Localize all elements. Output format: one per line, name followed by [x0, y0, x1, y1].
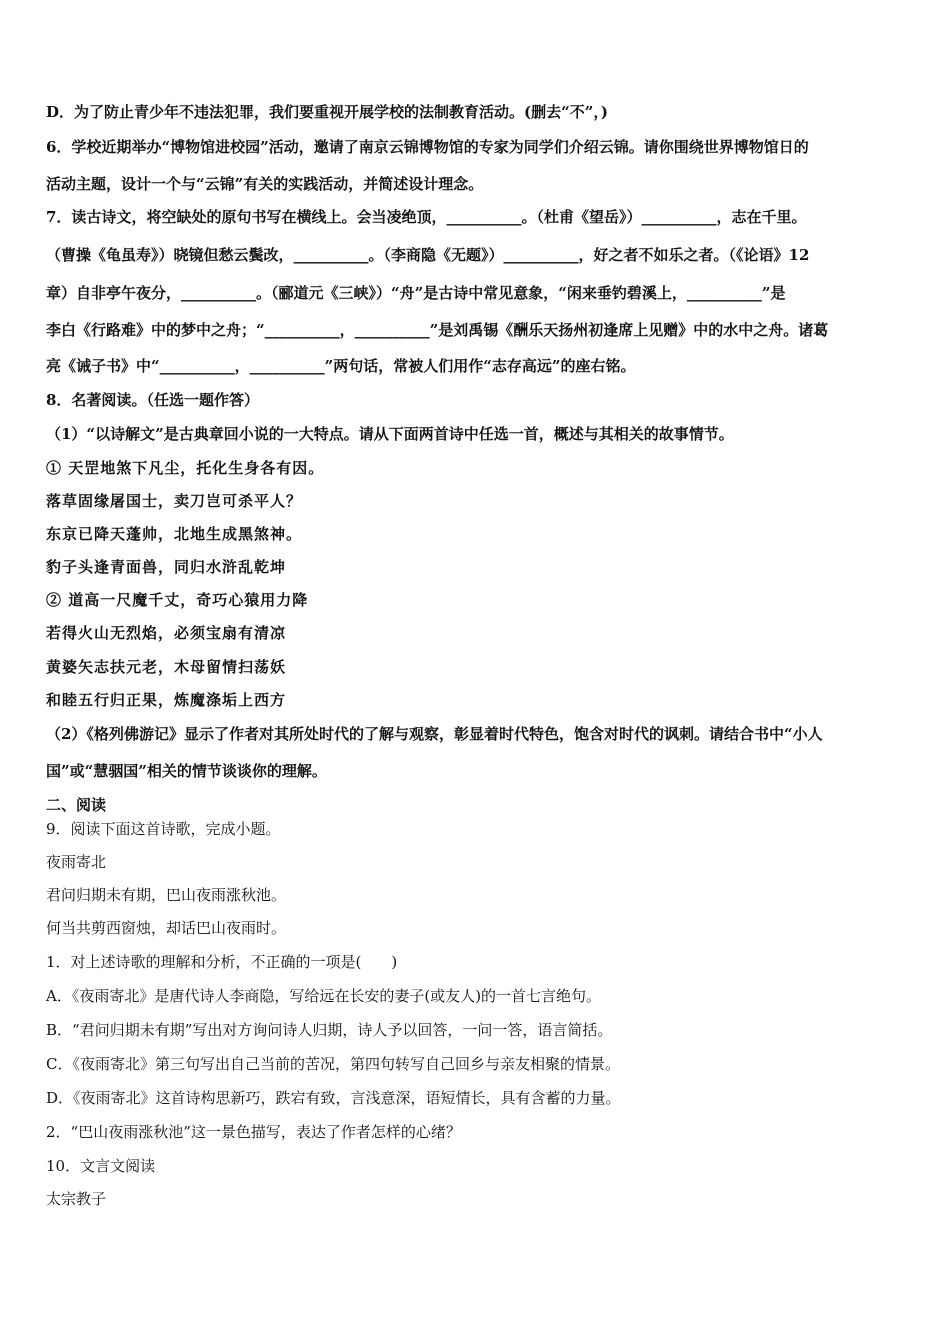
poem-1-line-4: 豹子头逢青面兽，同归水浒乱乾坤	[46, 558, 287, 576]
section-reading-heading: 二、阅读	[46, 796, 107, 814]
question-8-heading: 8．名著阅读。（任选一题作答）	[46, 391, 259, 409]
option-c: C．《夜雨寄北》第三句写出自己当前的苦况，第四句转写自己回乡与亲友相聚的情景。	[46, 1055, 620, 1073]
passage-title: 太宗教子	[46, 1190, 107, 1208]
sub-question-2: 2．“巴山夜雨涨秋池”这一景色描写，表达了作者怎样的心绪？	[46, 1123, 461, 1141]
question-9-heading: 9．阅读下面这首诗歌，完成小题。	[46, 820, 281, 838]
poem-line-1: 君问归期未有期，巴山夜雨涨秋池。	[46, 886, 287, 904]
question-8-part-2-line-2: 国”或“慧骃国”相关的情节谈谈你的理解。	[46, 762, 327, 780]
poem-2-line-2: 若得火山无烈焰，必须宝扇有清凉	[46, 624, 287, 642]
poem-1-line-1: ① 天罡地煞下凡尘，托化生身各有因。	[46, 459, 325, 477]
poem-2-line-1: ② 道高一尺魔千丈，奇巧心猿用力降	[46, 591, 309, 609]
poem-2-line-4: 和睦五行归正果，炼魔涤垢上西方	[46, 691, 287, 709]
sub-question-1: 1．对上述诗歌的理解和分析，不正确的一项是( )	[46, 953, 398, 971]
question-6-line-1: 6．学校近期举办“博物馆进校园”活动，邀请了南京云锦博物馆的专家为同学们介绍云锦。请你围绕世界博物馆日的	[46, 138, 809, 156]
question-7-line-5: 亮《诫子书》中“__________，__________”两句话，常被人们用作“志存高远”的座右铭。	[46, 357, 636, 375]
poem-title: 夜雨寄北	[46, 853, 107, 871]
question-7-line-1: 7．读古诗文，将空缺处的原句书写在横线上。会当凌绝顶，__________。（杜甫《望岳》）__________，志在千里。	[46, 208, 807, 226]
option-d-line: D．为了防止青少年不违法犯罪，我们要重视开展学校的法制教育活动。(删去“不”，)	[46, 103, 608, 121]
poem-line-2: 何当共剪西窗烛，却话巴山夜雨时。	[46, 919, 287, 937]
option-a: A．《夜雨寄北》是唐代诗人李商隐，写给远在长安的妻子(或友人)的一首七言绝句。	[46, 987, 602, 1005]
question-7-line-4: 李白《行路难》中的梦中之舟；“__________，__________”是刘禹锡《酬乐天扬州初逢席上见赠》中的水中之舟。诸葛	[46, 321, 829, 339]
question-10-heading: 10．文言文阅读	[46, 1157, 156, 1175]
poem-1-line-2: 落草固缘屠国士，卖刀岂可杀平人？	[46, 492, 303, 510]
question-7-line-3: 章）自非亭午夜分，__________。（郦道元《三峡》）“舟”是古诗中常见意象，“闲来垂钓碧溪上，__________”是	[46, 284, 786, 302]
question-8-part-2-line-1: （2）《格列佛游记》显示了作者对其所处时代的了解与观察，彰显着时代特色，饱含对时代的讽刺。请结合书中“小人	[46, 725, 823, 743]
question-6-line-2: 活动主题，设计一个与“云锦”有关的实践活动，并简述设计理念。	[46, 175, 484, 193]
question-8-part-1: （1）“以诗解文”是古典章回小说的一大特点。请从下面两首诗中任选一首，概述与其相关的故事情节。	[46, 425, 734, 443]
question-7-line-2: （曹操《龟虽寿》）晓镜但愁云鬓改，__________。（李商隐《无题》）__________，好之者不如乐之者。（《论语》12	[46, 246, 810, 264]
poem-1-line-3: 东京已降天蓬帅，北地生成黑煞神。	[46, 525, 303, 543]
option-d: D．《夜雨寄北》这首诗构思新巧，跌宕有致，言浅意深，语短情长，具有含蓄的力量。	[46, 1089, 621, 1107]
option-b: B．“君问归期未有期”写出对方询问诗人归期，诗人予以回答，一问一答，语言简括。	[46, 1021, 613, 1039]
poem-2-line-3: 黄婆矢志扶元老，木母留情扫荡妖	[46, 658, 287, 676]
